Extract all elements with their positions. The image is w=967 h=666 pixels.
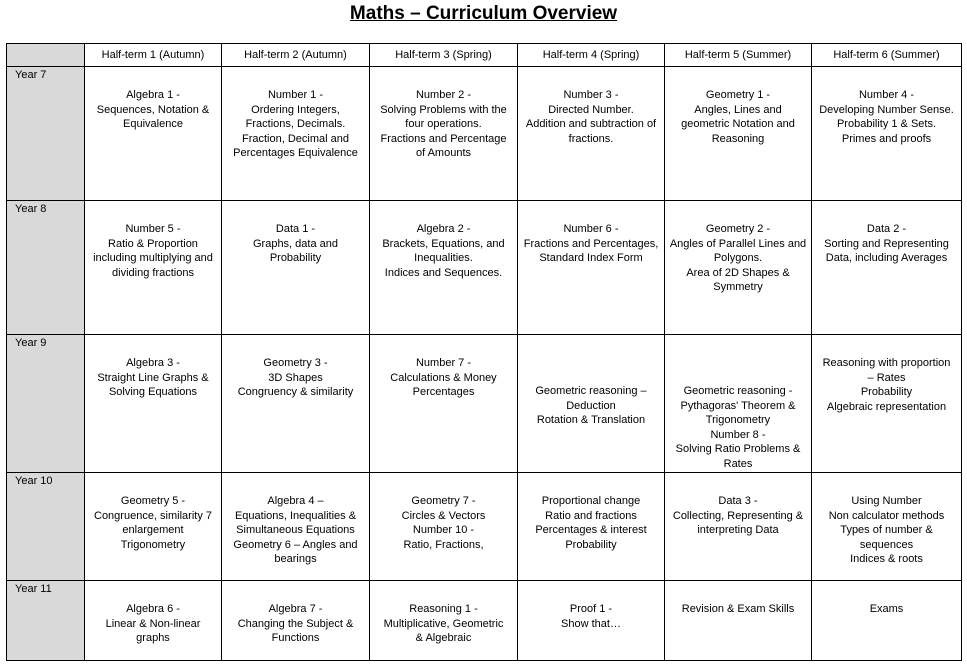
cell-text: Geometry 7 - Circles & Vectors Number 10 - Ratio, Fractions, [401,495,486,551]
column-header: Half-term 1 (Autumn) [85,44,222,67]
cell-text: Algebra 6 - Linear & Non-linear graphs [105,603,201,644]
table-cell [222,67,370,201]
table-row [7,67,962,201]
column-header: Half-term 2 (Autumn) [222,44,370,67]
year-label: Year 7 [7,67,85,201]
table-cell [85,201,222,335]
table-cell [85,335,222,473]
table-cell [518,335,665,473]
table-cell [665,201,812,335]
cell-text: Geometry 2 - Angles of Parallel Lines and Polygons. Area of 2D Shapes & Symmetry [669,223,807,293]
page-title: Maths – Curriculum Overview [349,3,618,24]
table-cell [812,473,962,581]
table-cell [222,581,370,661]
cell-text: Number 7 - Calculations & Money Percentages [390,357,497,398]
column-header: Half-term 6 (Summer) [812,44,962,67]
table-row [7,581,962,661]
column-header: Half-term 3 (Spring) [370,44,518,67]
table-cell [518,473,665,581]
cell-text: Exams [869,603,904,615]
table-row [7,335,962,473]
cell-text: Algebra 7 - Changing the Subject & Functions [237,603,354,644]
table-cell [812,201,962,335]
table-cell [370,67,518,201]
cell-text: Reasoning with proportion – Rates Probability Algebraic representation [822,357,951,413]
cell-text: Number 6 - Fractions and Percentages, Standard Index Form [523,223,659,264]
table-cell [518,581,665,661]
cell-text: Using Number Non calculator methods Types of number & sequences Indices & roots [828,495,945,565]
cell-text: Algebra 3 - Straight Line Graphs & Solving Equations [97,357,209,398]
table-row [7,473,962,581]
table-cell [665,473,812,581]
header-row [7,44,962,67]
table-cell [85,581,222,661]
year-label: Year 11 [7,581,85,661]
cell-text: Geometry 3 - 3D Shapes Congruency & similarity [237,357,354,398]
corner-cell [7,44,85,67]
table-cell [518,201,665,335]
table-cell [370,473,518,581]
table-cell [812,581,962,661]
cell-text: Data 1 - Graphs, data and Probability [252,223,338,264]
table-cell [665,581,812,661]
table-cell [370,581,518,661]
year-label: Year 10 [7,473,85,581]
cell-text: Proof 1 - Show that… [561,603,621,630]
cell-text: Algebra 2 - Brackets, Equations, and Inequalities. Indices and Sequences. [382,223,505,279]
table-cell [665,335,812,473]
cell-text: Number 2 - Solving Problems with the four operations. Fractions and Percentage of Amounts [380,89,507,159]
table-cell [222,473,370,581]
cell-text: Reasoning 1 - Multiplicative, Geometric & Algebraic [383,603,504,644]
cell-text: Data 3 - Collecting, Representing & interpreting Data [672,495,804,536]
table-cell [222,201,370,335]
column-header: Half-term 5 (Summer) [665,44,812,67]
year-label: Year 8 [7,201,85,335]
cell-text: Revision & Exam Skills [681,603,795,615]
year-label: Year 9 [7,335,85,473]
table-cell [665,67,812,201]
table-cell [85,67,222,201]
table-cell [85,473,222,581]
cell-text: Data 2 - Sorting and Representing Data, including Averages [824,223,949,264]
cell-text: Geometry 5 - Congruence, similarity 7 enlargement Trigonometry [94,495,212,551]
cell-text: Geometry 1 - Angles, Lines and geometric Notation and Reasoning [681,89,795,145]
cell-text: Geometric reasoning – Deduction Rotation & Translation [535,385,647,426]
cell-text: Algebra 1 - Sequences, Notation & Equivalence [96,89,210,130]
cell-text: Number 5 - Ratio & Proportion including multiplying and dividing fractions [93,223,213,279]
cell-text: Number 4 - Developing Number Sense. Probability 1 & Sets. Primes and proofs [819,89,954,145]
cell-text: Proportional change Ratio and fractions Percentages & interest Probability [535,495,647,551]
table-cell [222,335,370,473]
cell-text: Geometric reasoning - Pythagoras' Theorem & Trigonometry Number 8 - Solving Ratio Problems & Rates [675,385,801,470]
table-cell [518,67,665,201]
table-cell [370,335,518,473]
cell-text: Number 1 - Ordering Integers, Fractions, Decimals. Fraction, Decimal and Percentages Equivalence [233,89,358,159]
table-cell [812,335,962,473]
column-header: Half-term 4 (Spring) [518,44,665,67]
cell-text: Algebra 4 – Equations, Inequalities & Simultaneous Equations Geometry 6 – Angles and bearings [233,495,358,565]
cell-text: Number 3 - Directed Number. Addition and subtraction of fractions. [525,89,657,145]
table-row [7,201,962,335]
table-cell [370,201,518,335]
curriculum-table [6,43,962,661]
table-cell [812,67,962,201]
